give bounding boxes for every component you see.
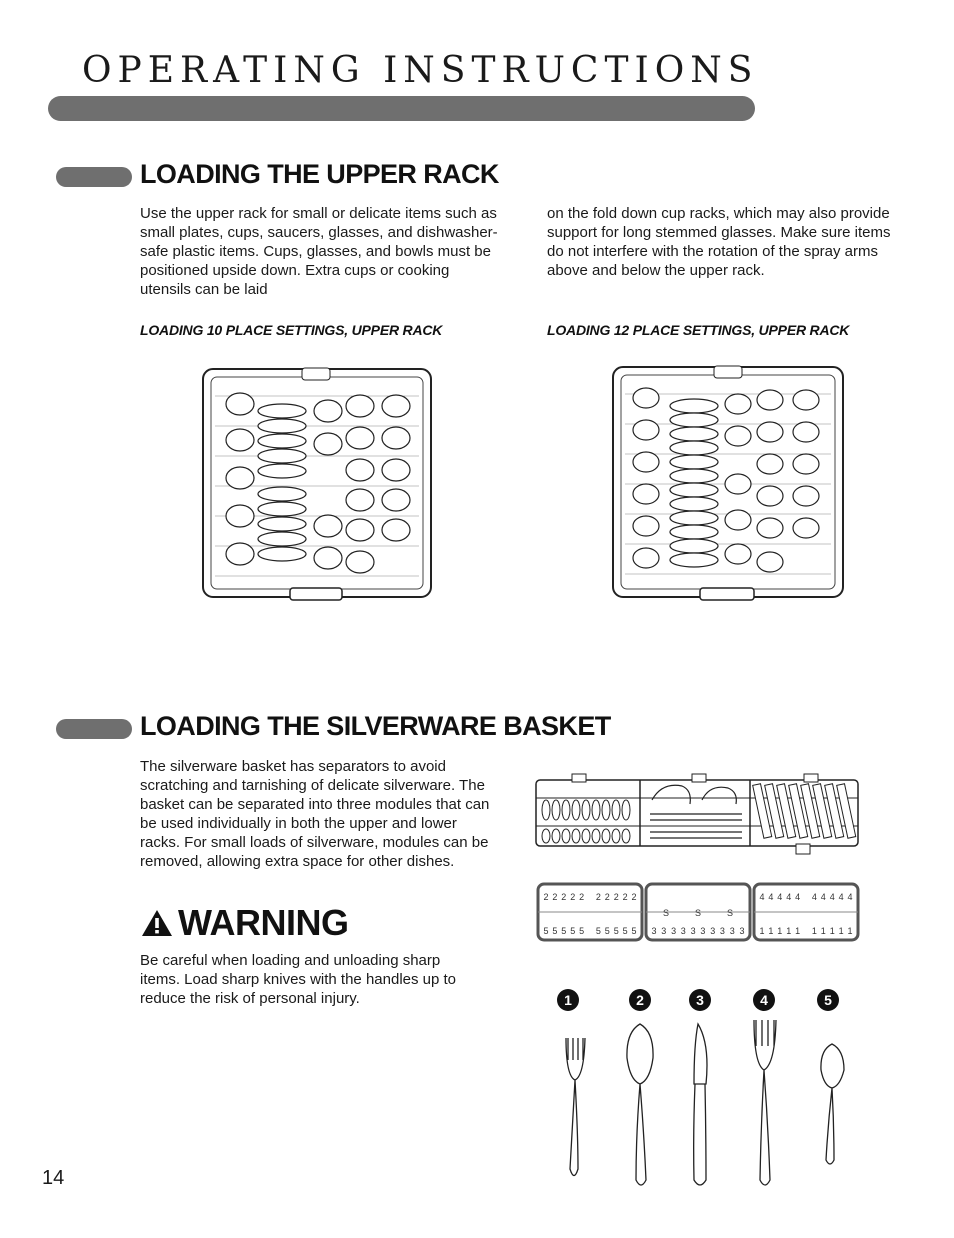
module-slot-label: 5: [543, 926, 549, 936]
badge-4-text: 4: [760, 992, 768, 1008]
badge-2-text: 2: [636, 992, 644, 1008]
upper-rack-paragraph-right: on the fold down cup racks, which may also provide support for long stemmed glasses. Make sure items do not interfere with the rotation of the spray arms above and below the upper rack.: [547, 205, 891, 279]
module-slot-label: 4: [786, 892, 792, 902]
knife-icon: [694, 1024, 707, 1185]
module-slot-label: 2: [631, 892, 637, 902]
module-slot-label: 1: [820, 926, 826, 936]
module-slot-label: 5: [552, 926, 558, 936]
module-slot-label: 3: [729, 926, 735, 936]
module-slot-label: 1: [838, 926, 844, 936]
module-slot-label: 2: [579, 892, 585, 902]
module-slot-label: 2: [552, 892, 558, 902]
utensils-diagram: [548, 984, 848, 1194]
module-slot-label: 3: [719, 926, 725, 936]
module-slot-label: 4: [768, 892, 774, 902]
utensil-badges: [557, 989, 839, 1011]
module-slot-label: 2: [595, 892, 601, 902]
module-slot-label: 4: [777, 892, 783, 902]
module-slot-label: 1: [811, 926, 817, 936]
module-slot-label: 4: [759, 892, 765, 902]
module-slot-label: S: [726, 908, 734, 918]
page-number: 14: [42, 1167, 65, 1189]
warning-title-text: WARNING: [178, 902, 349, 943]
module-slot-label: 2: [622, 892, 628, 902]
caption-12-place-settings: LOADING 12 PLACE SETTINGS, UPPER RACK: [547, 322, 850, 338]
page-title: OPERATING INSTRUCTIONS: [82, 50, 759, 91]
teaspoon-icon: [627, 1024, 653, 1185]
module-slot-label: 5: [622, 926, 628, 936]
silverware-module-layout: [536, 878, 860, 946]
upper-rack-paragraph-left: Use the upper rack for small or delicate items such as small plates, cups, saucers, glasses, and dishwasher-safe plastic items. Cups, glasses, and bowls must be positioned upside down. Extra cups or cooking utensils can be laid: [140, 205, 498, 298]
module-slot-label: 5: [613, 926, 619, 936]
module-slot-label: 1: [786, 926, 792, 936]
title-bar: [48, 96, 755, 121]
module-slot-label: S: [694, 908, 702, 918]
module-slot-label: 4: [811, 892, 817, 902]
salad-fork-icon: [566, 1038, 585, 1176]
silverware-paragraph: The silverware basket has separators to avoid scratching and tarnishing of delicate silverware. The basket can be separated into three modules that can be used individually in both the upper and lower racks. For small loads of silverware, modules can be removed, allowing extra space for other dishes.: [140, 758, 490, 870]
module-slot-label: 3: [651, 926, 657, 936]
module-slot-label: 5: [561, 926, 567, 936]
module-slot-label: 3: [680, 926, 686, 936]
module-slot-label: 1: [829, 926, 835, 936]
warning-triangle-icon: [140, 908, 174, 938]
module-slot-label: 2: [570, 892, 576, 902]
module-slot-label: 2: [604, 892, 610, 902]
module-slot-label: 5: [631, 926, 637, 936]
dinner-fork-icon: [754, 1020, 776, 1185]
warning-text: Be careful when loading and unloading sharp items. Load sharp knives with the handles up to reduce the risk of personal injury.: [140, 952, 457, 1007]
module-slot-label: 2: [613, 892, 619, 902]
silverware-basket-diagram: [532, 770, 862, 860]
module-slot-label: 4: [847, 892, 853, 902]
caption-10-place-settings: LOADING 10 PLACE SETTINGS, UPPER RACK: [140, 322, 443, 338]
upper-rack-10-diagram: [200, 366, 434, 604]
module-slot-label: 1: [795, 926, 801, 936]
module-slot-label: 4: [820, 892, 826, 902]
module-slot-label: 1: [768, 926, 774, 936]
module-slot-label: 5: [570, 926, 576, 936]
module-slot-label: 3: [710, 926, 716, 936]
warning-heading: [140, 902, 349, 944]
upper-rack-12-diagram: [610, 364, 846, 604]
module-slot-label: 1: [847, 926, 853, 936]
badge-5-text: 5: [824, 992, 832, 1008]
module-slot-label: 1: [777, 926, 783, 936]
module-slot-label: 2: [543, 892, 549, 902]
module-slot-label: 3: [671, 926, 677, 936]
module-slot-label: 3: [700, 926, 706, 936]
module-slot-label: 5: [595, 926, 601, 936]
module-slot-label: 3: [739, 926, 745, 936]
small-spoon-icon: [821, 1044, 844, 1164]
module-slot-label: 1: [759, 926, 765, 936]
badge-3-text: 3: [696, 992, 704, 1008]
module-slot-label: 4: [829, 892, 835, 902]
section-pill-upper-rack: [56, 167, 132, 187]
badge-1-text: 1: [564, 992, 572, 1008]
silverware-heading: LOADING THE SILVERWARE BASKET: [140, 711, 611, 741]
module-slot-label: 3: [690, 926, 696, 936]
module-slot-label: 3: [661, 926, 667, 936]
module-slot-label: 5: [604, 926, 610, 936]
section-pill-silverware: [56, 719, 132, 739]
module-slot-label: 4: [795, 892, 801, 902]
upper-rack-heading: LOADING THE UPPER RACK: [140, 159, 499, 189]
module-slot-label: 4: [838, 892, 844, 902]
module-slot-label: 5: [579, 926, 585, 936]
module-slot-label: S: [662, 908, 670, 918]
module-slot-label: 2: [561, 892, 567, 902]
